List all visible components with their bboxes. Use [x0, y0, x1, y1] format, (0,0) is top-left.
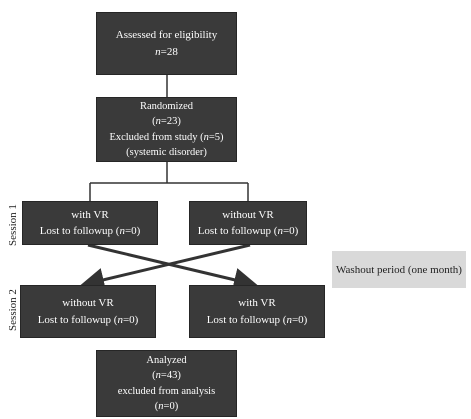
- session2-without-vr-title: without VR: [62, 297, 114, 309]
- assessed-label: Assessed for eligibility: [115, 29, 218, 41]
- exclusion-reason: (systemic disorder): [126, 146, 207, 158]
- session1-with-vr-title: with VR: [71, 208, 109, 221]
- randomized-count: (n=23): [152, 116, 181, 128]
- assessed-count: n=28: [155, 45, 178, 58]
- session1-with-vr-box: [22, 201, 158, 245]
- session1-without-vr-box: [189, 201, 307, 245]
- session-2-label: Session 2: [7, 289, 19, 331]
- randomized-box: [96, 97, 237, 162]
- session2-with-vr-box: [189, 285, 325, 338]
- analyzed-title: Analyzed: [146, 355, 187, 367]
- analyzed-count: (n=43): [152, 370, 181, 382]
- session1-with-vr-lost: Lost to followup (n=0): [39, 225, 141, 237]
- session1-without-vr-title: without VR: [222, 208, 274, 221]
- session2-with-vr-title: with VR: [238, 297, 276, 309]
- assessed-box: [96, 12, 237, 75]
- session1-without-vr-lost: Lost to followup (n=0): [197, 225, 299, 237]
- session-1-label: Session 1: [7, 204, 19, 246]
- session2-with-vr-lost: Lost to followup (n=0): [206, 313, 308, 326]
- session2-without-vr-box: [20, 285, 156, 338]
- excluded-from-analysis-count: (n=0): [154, 400, 179, 412]
- excluded-from-analysis: excluded from analysis: [117, 385, 216, 397]
- washout-period-label: Washout period (one month): [336, 263, 462, 276]
- analyzed-box: [96, 350, 237, 417]
- excluded-from-study: Excluded from study (n=5): [109, 131, 224, 143]
- washout-period-box: [332, 251, 466, 288]
- session2-without-vr-lost: Lost to followup (n=0): [37, 313, 139, 326]
- randomized-title: Randomized: [139, 101, 194, 113]
